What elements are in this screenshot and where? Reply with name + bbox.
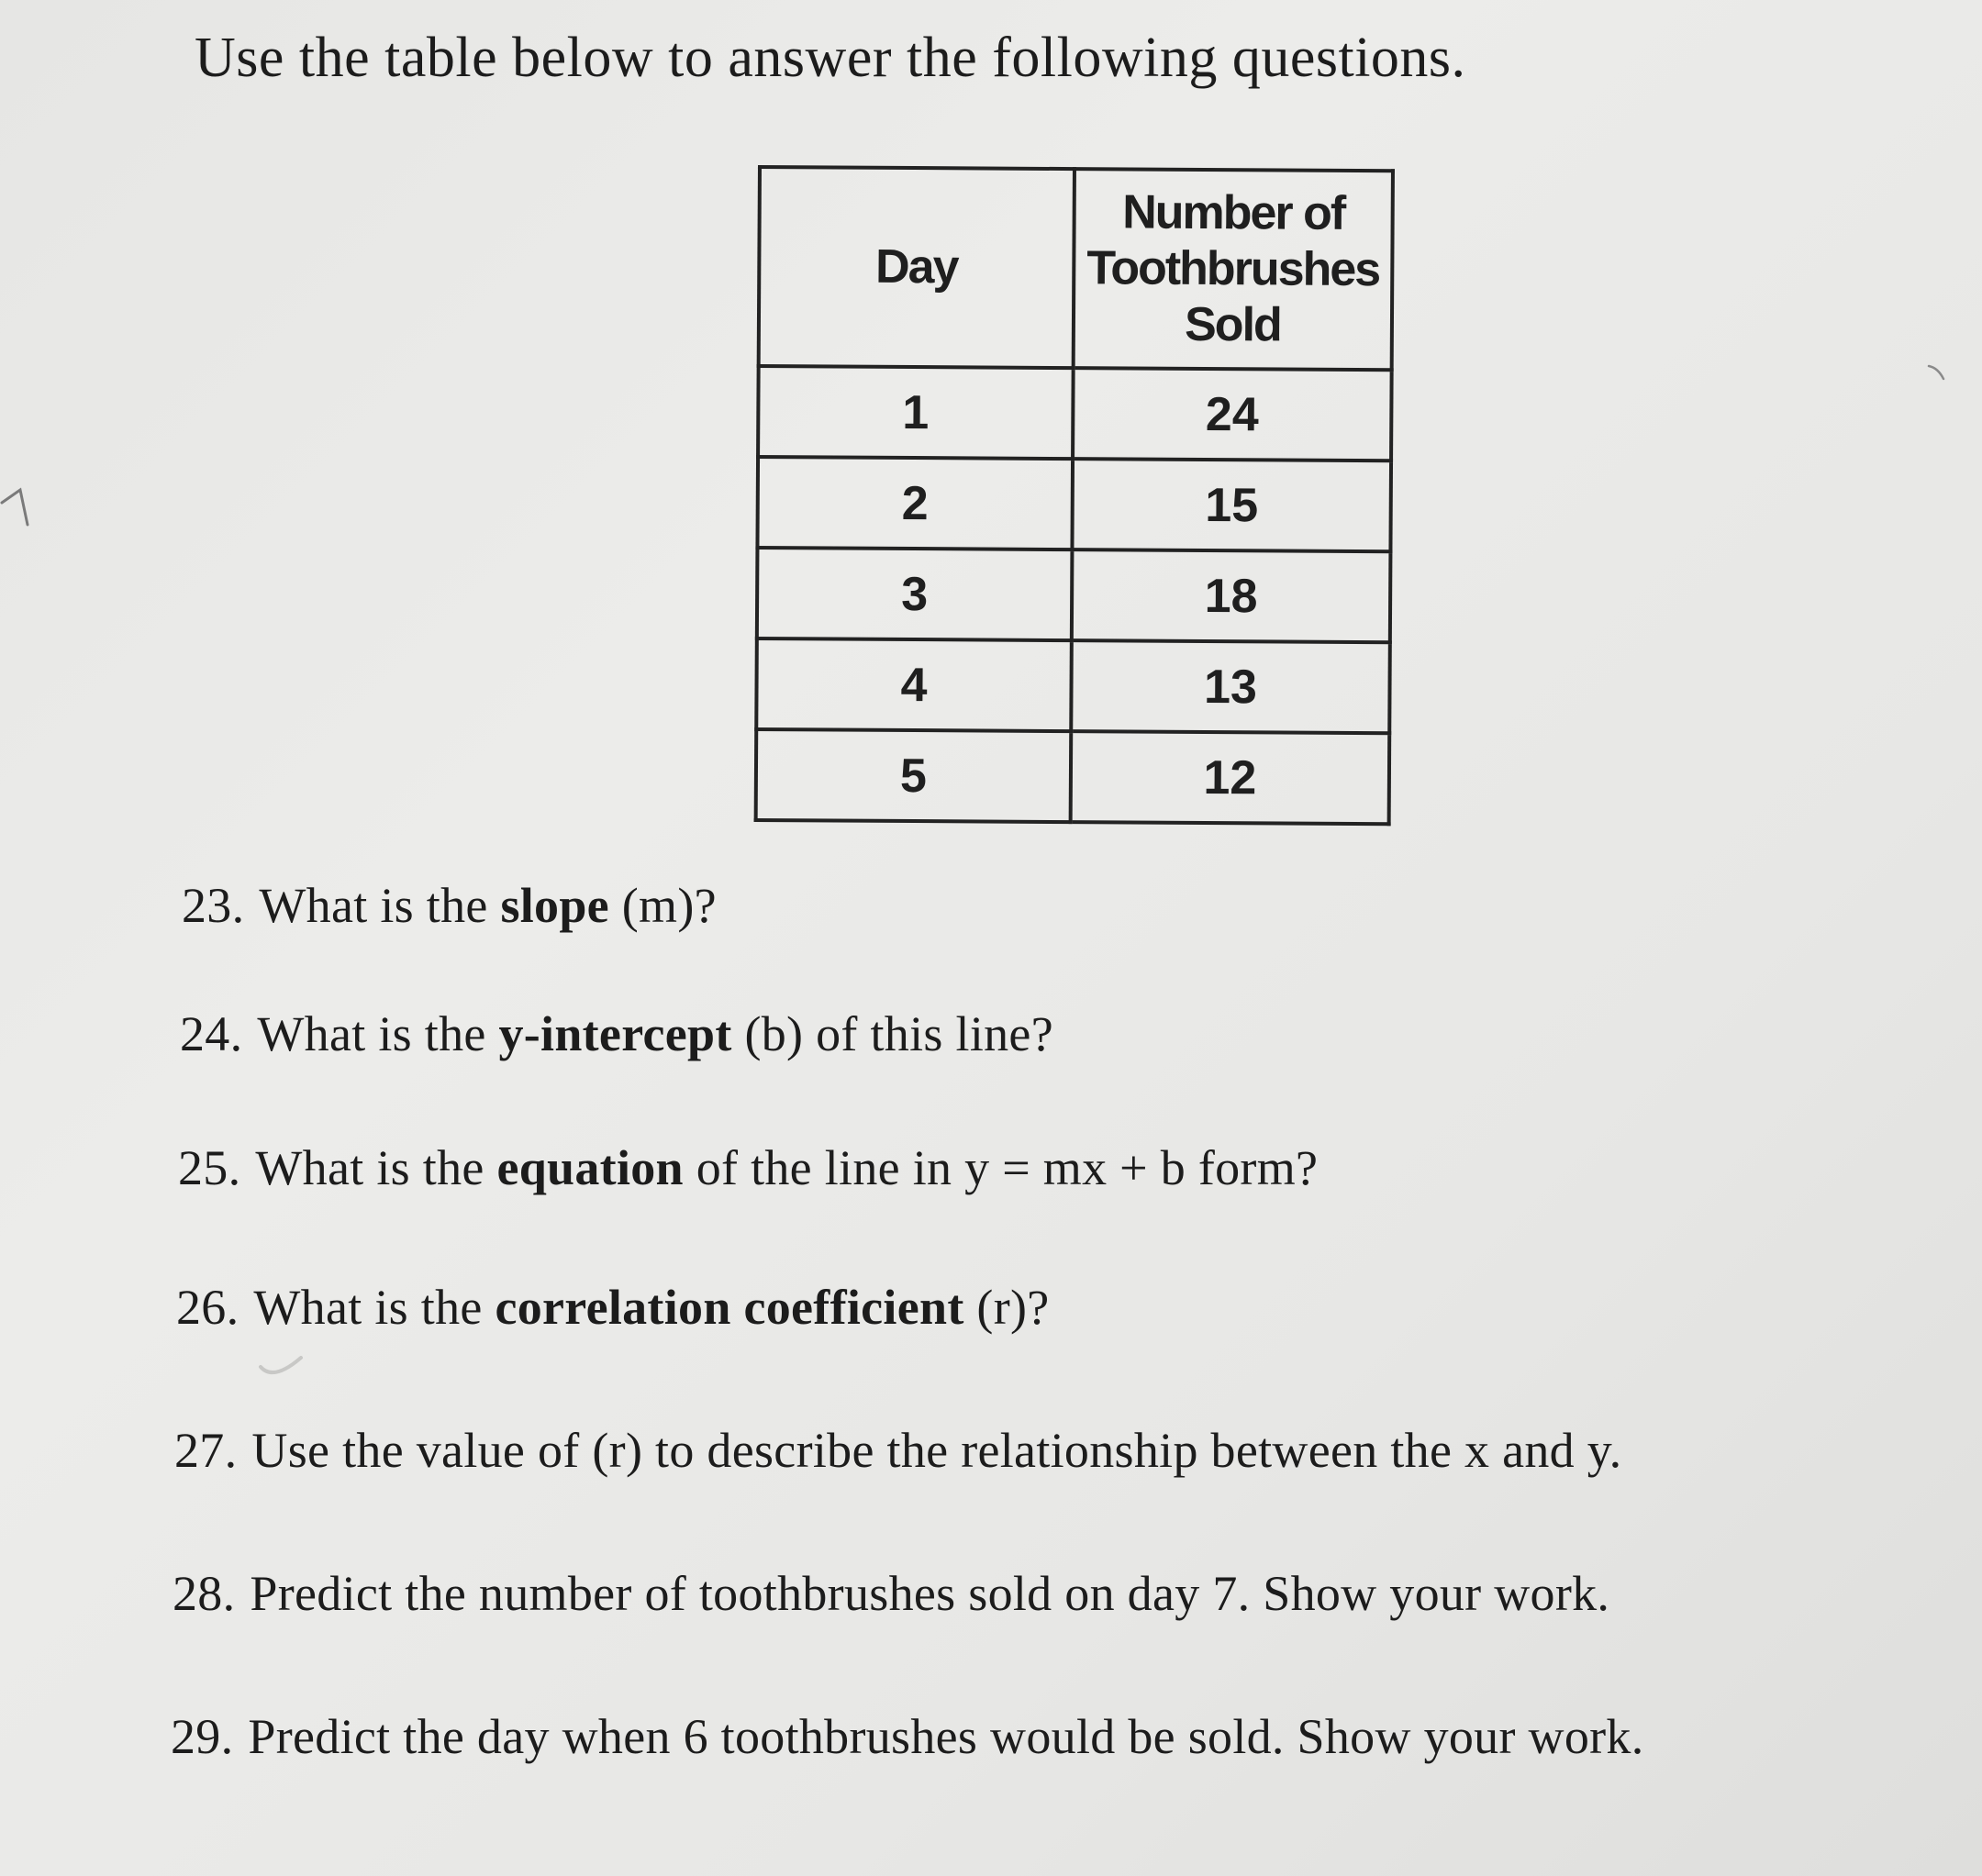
instruction-heading: Use the table below to answer the following questions.: [195, 27, 1466, 89]
header-day: Day: [759, 167, 1075, 368]
question-text: What is the: [255, 1140, 497, 1195]
question-23: [182, 877, 717, 934]
question-text: Predict the number of toothbrushes sold on day 7. Show your work.: [250, 1566, 1610, 1621]
header-sold-line1: Number of: [1122, 185, 1345, 240]
question-text: (m)?: [608, 878, 717, 933]
pencil-mark-right: [1925, 361, 1953, 388]
day-cell: 5: [756, 729, 1072, 822]
question-text: (b) of this line?: [731, 1006, 1053, 1061]
day-cell: 3: [757, 548, 1073, 640]
question-keyword: slope: [500, 878, 609, 933]
check-mark: [255, 1349, 310, 1385]
question-26: [176, 1279, 1050, 1336]
question-number: 27.: [174, 1423, 238, 1478]
question-text: of the line in y = mx + b form?: [683, 1140, 1319, 1195]
question-24: [180, 1005, 1053, 1062]
question-29: [171, 1708, 1644, 1765]
question-number: 26.: [176, 1280, 239, 1335]
question-text: Use the value of (r) to describe the relationship between the x and y.: [251, 1423, 1622, 1478]
question-number: 29.: [171, 1709, 234, 1764]
day-cell: 4: [756, 638, 1072, 731]
question-number: 23.: [182, 878, 245, 933]
question-number: 28.: [173, 1566, 236, 1621]
header-sold-line3: Sold: [1184, 297, 1281, 352]
pencil-mark-left: [0, 475, 37, 530]
day-cell: 2: [757, 457, 1073, 549]
question-keyword: y-intercept: [498, 1006, 732, 1061]
question-text: (r)?: [963, 1280, 1050, 1335]
question-number: 24.: [180, 1006, 243, 1061]
question-keyword: equation: [496, 1140, 684, 1195]
sold-cell: 15: [1072, 459, 1391, 551]
header-sold-line2: Toothbrushes: [1086, 241, 1380, 297]
question-keyword: correlation coefficient: [495, 1280, 964, 1335]
question-text: What is the: [257, 1006, 499, 1061]
question-text: What is the: [253, 1280, 496, 1335]
question-text: Predict the day when 6 toothbrushes would be sold. Show your work.: [248, 1709, 1644, 1764]
question-27: [174, 1422, 1621, 1479]
day-cell: 1: [758, 366, 1074, 459]
question-number: 25.: [178, 1140, 241, 1195]
question-text: What is the: [259, 878, 501, 933]
sold-cell: 13: [1071, 640, 1390, 733]
sold-cell: 12: [1071, 731, 1390, 824]
sold-cell: 24: [1073, 368, 1392, 461]
question-28: [173, 1565, 1609, 1622]
sold-cell: 18: [1072, 549, 1391, 642]
question-25: [178, 1139, 1318, 1196]
